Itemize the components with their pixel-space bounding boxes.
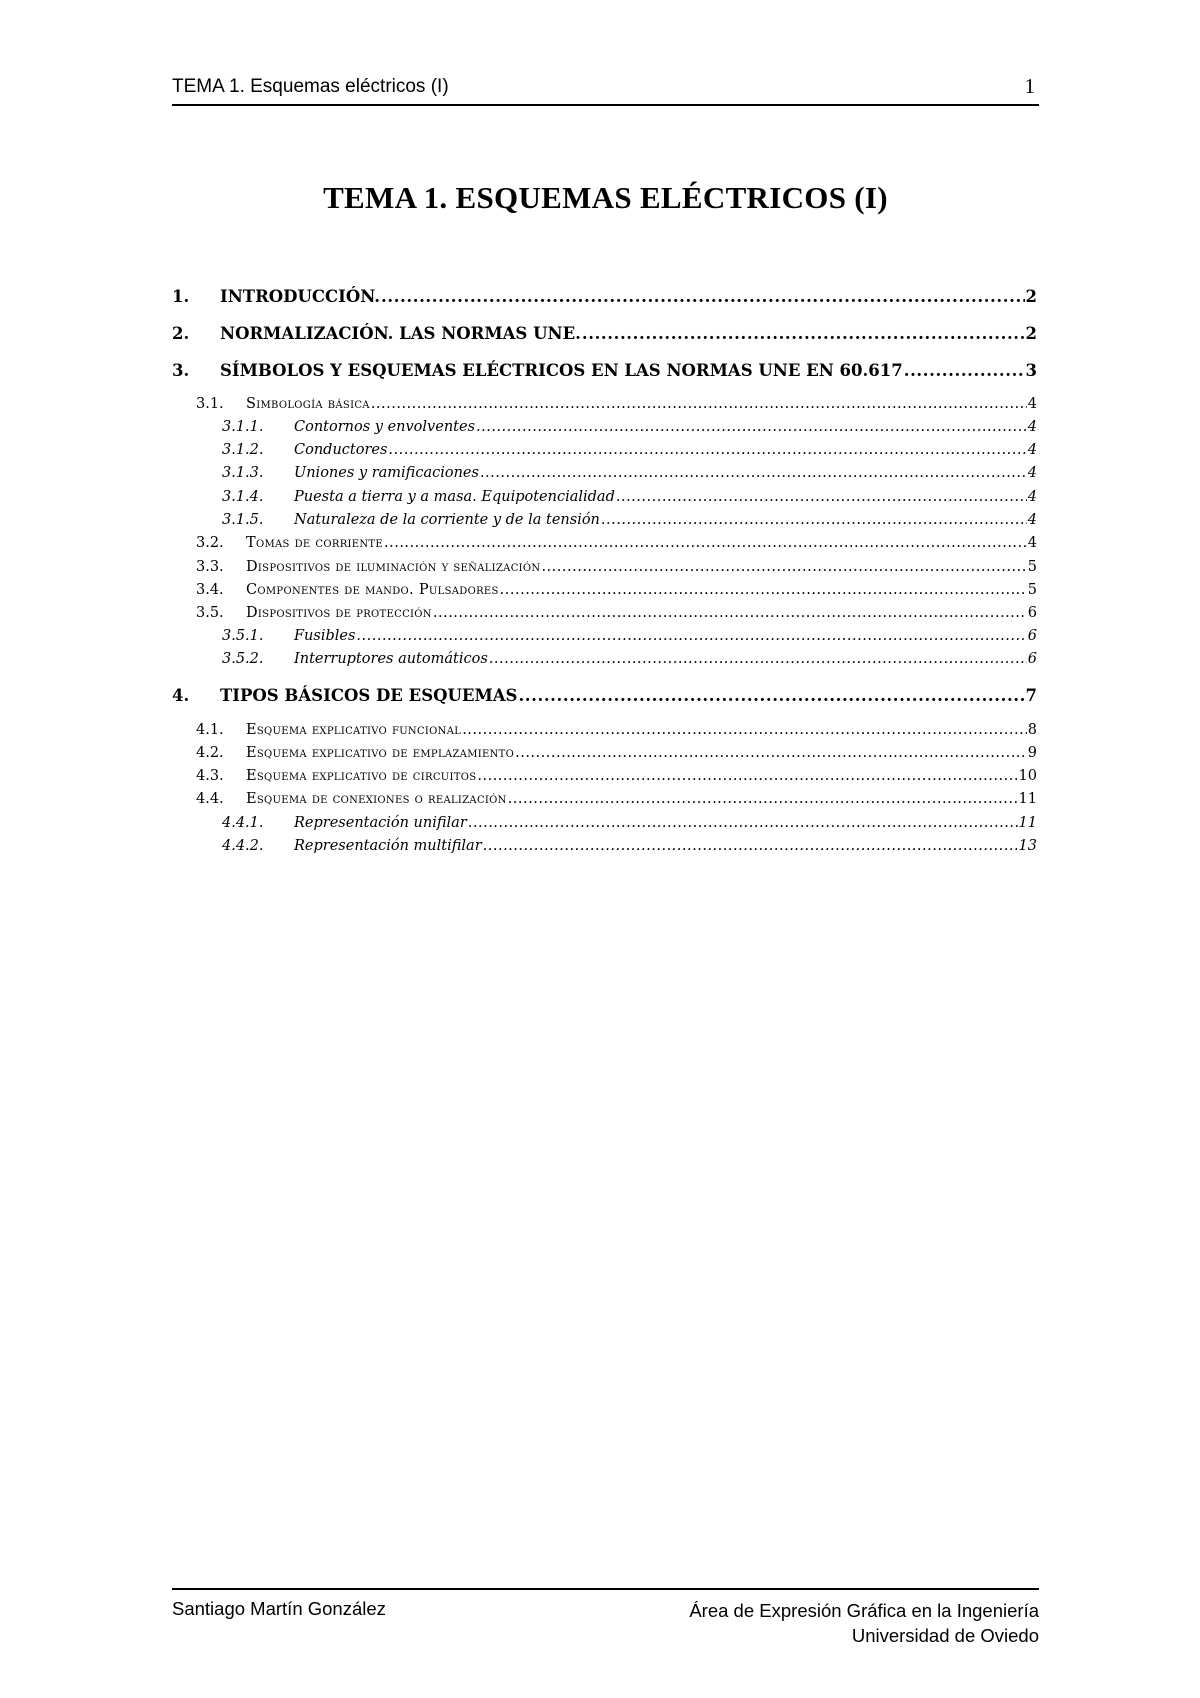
footer-department: Área de Expresión Gráfica en la Ingeniería — [689, 1600, 1039, 1621]
toc-entry-page: 6 — [1027, 628, 1037, 644]
toc-entry-label: Tomas de corriente — [246, 535, 383, 551]
toc-entry[interactable] — [172, 722, 1037, 738]
dot-leader — [480, 465, 1027, 481]
toc-entry-label: Fusibles — [294, 628, 356, 644]
toc-entry[interactable] — [172, 628, 1037, 644]
toc-entry-number: 4.3. — [196, 768, 224, 784]
dot-leader — [518, 686, 1024, 705]
toc-entry-number: 3.3. — [196, 559, 224, 575]
toc-entry-page: 5 — [1027, 559, 1037, 575]
toc-entry-page: 10 — [1018, 768, 1037, 784]
dot-leader — [477, 768, 1017, 784]
dot-leader — [904, 361, 1025, 380]
toc-entry[interactable] — [172, 745, 1037, 761]
toc-entry-number: 3.5.1. — [222, 628, 264, 644]
toc-entry[interactable] — [172, 489, 1037, 505]
toc-entry-label: Componentes de mando. Pulsadores — [246, 582, 499, 598]
toc-entry[interactable] — [172, 361, 1037, 380]
toc-entry[interactable] — [172, 686, 1037, 705]
toc-entry[interactable] — [172, 396, 1037, 412]
footer-institution: Universidad de Oviedo — [851, 1625, 1039, 1646]
toc-entry-label: Dispositivos de iluminación y señalización — [246, 559, 541, 575]
toc-entry[interactable] — [172, 605, 1037, 621]
dot-leader — [371, 396, 1027, 412]
toc-entry-label: Representación unifilar — [294, 815, 467, 831]
toc-entry-label: Esquema explicativo funcional — [246, 722, 462, 738]
toc-entry[interactable] — [172, 324, 1037, 343]
toc-entry-page: 9 — [1027, 745, 1037, 761]
toc-entry-label: Naturaleza de la corriente y de la tensión — [294, 512, 600, 528]
toc-entry-number: 3.1.3. — [222, 465, 264, 481]
toc-entry-page: 13 — [1018, 838, 1037, 854]
dot-leader — [468, 815, 1018, 831]
dot-leader — [582, 324, 1025, 343]
dot-leader — [601, 512, 1027, 528]
toc-entry-label: Contornos y envolventes — [294, 419, 476, 435]
toc-entry-label: Uniones y ramificaciones — [294, 465, 479, 481]
toc-entry-label: Simbología básica — [246, 396, 370, 412]
toc-entry[interactable] — [172, 838, 1037, 854]
toc-entry-label: Dispositivos de protección — [246, 605, 432, 621]
toc-entry-number: 3.5.2. — [222, 651, 264, 667]
toc-entry-number: 4.4.1. — [222, 815, 264, 831]
toc-entry-page: 4 — [1027, 512, 1037, 528]
toc-entry-number: 3.1.2. — [222, 442, 264, 458]
toc-entry-number: 2. — [172, 324, 190, 343]
toc-entry-label: Representación multifilar — [294, 838, 482, 854]
dot-leader — [483, 838, 1018, 854]
toc-entry-number: 3. — [172, 361, 190, 380]
dot-leader — [515, 745, 1027, 761]
toc-entry[interactable] — [172, 651, 1037, 667]
footer-affiliation — [689, 1598, 1039, 1648]
dot-leader — [476, 419, 1027, 435]
document-title: TEMA 1. ESQUEMAS ELÉCTRICOS (I) — [323, 180, 888, 215]
toc-entry-page: 4 — [1027, 465, 1037, 481]
dot-leader — [433, 605, 1027, 621]
footer-author: Santiago Martín González — [172, 1598, 386, 1619]
toc-entry-number: 4.2. — [196, 745, 224, 761]
page-number: 1 — [1024, 74, 1035, 98]
toc-entry[interactable] — [172, 419, 1037, 435]
toc-entry-label: TIPOS BÁSICOS DE ESQUEMAS — [220, 686, 518, 705]
toc-entry-number: 3.5. — [196, 605, 224, 621]
toc-entry-label: Interruptores automáticos — [294, 651, 488, 667]
toc-entry[interactable] — [172, 815, 1037, 831]
toc-entry[interactable] — [172, 582, 1037, 598]
toc-entry-page: 2 — [1025, 324, 1037, 343]
toc-entry-page: 5 — [1027, 582, 1037, 598]
toc-entry-page: 4 — [1027, 535, 1037, 551]
page-header — [172, 72, 1039, 106]
toc-entry[interactable] — [172, 287, 1037, 306]
dot-leader — [384, 535, 1027, 551]
toc-entry-page: 11 — [1018, 791, 1037, 807]
dot-leader — [616, 489, 1027, 505]
page-footer — [172, 1588, 1039, 1646]
toc-entry-label: INTRODUCCIÓN. — [220, 287, 380, 306]
toc-entry-label: Puesta a tierra y a masa. Equipotencialidad — [294, 489, 615, 505]
dot-leader — [462, 722, 1027, 738]
toc-entry-page: 7 — [1025, 686, 1037, 705]
toc-entry[interactable] — [172, 512, 1037, 528]
toc-entry[interactable] — [172, 791, 1037, 807]
toc-entry-page: 4 — [1027, 396, 1037, 412]
toc-entry[interactable] — [172, 535, 1037, 551]
toc-entry-label: Esquema de conexiones o realización — [246, 791, 507, 807]
dot-leader — [500, 582, 1027, 598]
toc-entry[interactable] — [172, 768, 1037, 784]
toc-entry-number: 3.1. — [196, 396, 224, 412]
toc-entry-page: 2 — [1025, 287, 1037, 306]
toc-entry-label: SÍMBOLOS Y ESQUEMAS ELÉCTRICOS EN LAS NORMAS UNE EN 60.617 — [220, 361, 903, 380]
dot-leader — [356, 628, 1026, 644]
toc-entry-page: 4 — [1027, 442, 1037, 458]
toc-entry-label: Esquema explicativo de circuitos — [246, 768, 477, 784]
dot-leader — [489, 651, 1027, 667]
toc-entry-number: 4. — [172, 686, 190, 705]
toc-entry-number: 4.4. — [196, 791, 224, 807]
toc-entry-number: 3.1.4. — [222, 489, 264, 505]
dot-leader — [508, 791, 1018, 807]
toc-entry-number: 3.2. — [196, 535, 224, 551]
toc-entry[interactable] — [172, 559, 1037, 575]
toc-entry-page: 6 — [1027, 651, 1037, 667]
header-title: TEMA 1. Esquemas eléctricos (I) — [172, 76, 449, 97]
toc-entry-label: Esquema explicativo de emplazamiento — [246, 745, 515, 761]
toc-entry-page: 3 — [1025, 361, 1037, 380]
toc-entry-page: 8 — [1027, 722, 1037, 738]
toc-entry-page: 4 — [1027, 489, 1037, 505]
dot-leader — [388, 442, 1026, 458]
toc-entry-number: 4.1. — [196, 722, 224, 738]
toc-entry[interactable] — [172, 442, 1037, 458]
toc-entry-number: 3.4. — [196, 582, 224, 598]
toc-entry-number: 3.1.1. — [222, 419, 264, 435]
toc-entry-number: 3.1.5. — [222, 512, 264, 528]
dot-leader — [381, 287, 1025, 306]
toc-entry-number: 1. — [172, 287, 190, 306]
toc-entry-label: NORMALIZACIÓN. LAS NORMAS UNE. — [220, 324, 581, 343]
toc-entry[interactable] — [172, 465, 1037, 481]
toc-entry-number: 4.4.2. — [222, 838, 264, 854]
dot-leader — [541, 559, 1026, 575]
toc-entry-label: Conductores — [294, 442, 388, 458]
toc-entry-page: 6 — [1027, 605, 1037, 621]
toc-entry-page: 4 — [1027, 419, 1037, 435]
toc-entry-page: 11 — [1018, 815, 1037, 831]
